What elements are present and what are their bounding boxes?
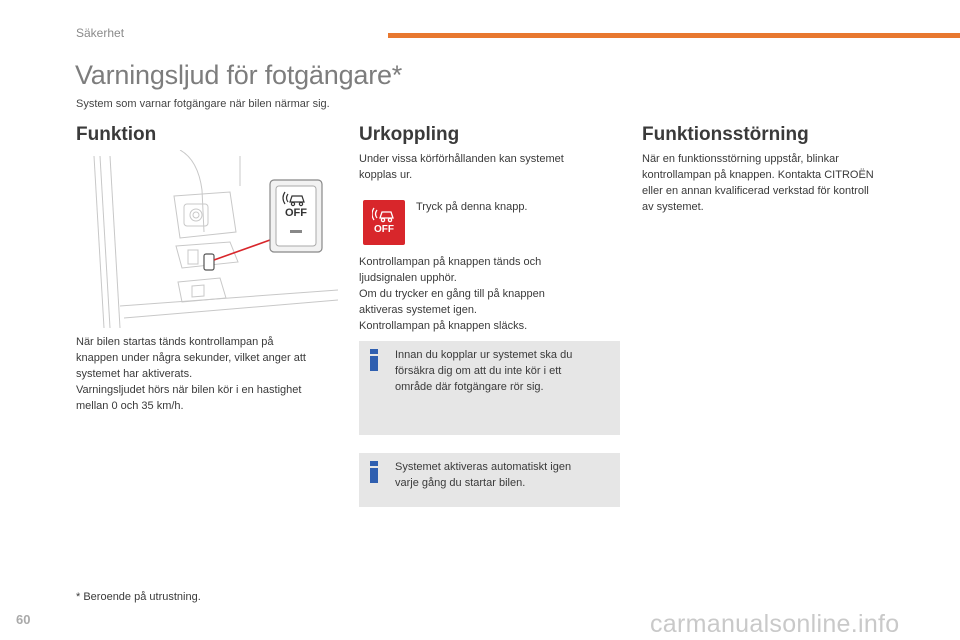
section-label: Säkerhet	[76, 26, 125, 40]
footnote: * Beroende på utrustning.	[76, 591, 201, 603]
info-icon	[370, 349, 378, 367]
heading-funktion: Funktion	[76, 124, 157, 145]
page-title: Varningsljud för fotgängare*	[75, 60, 403, 90]
urkoppling-result: Kontrollampan på knappen tänds och ljudsignalen upphör. Om du trycker en gång till på knappen aktiveras systemet igen. Kontrollampan på knappen släcks.	[359, 256, 545, 332]
page-number: 60	[16, 612, 31, 627]
info-box-auto-reactivation	[359, 453, 620, 507]
dashboard-illustration	[80, 150, 338, 328]
watermark: carmanualsonline.info	[650, 610, 900, 638]
info-box-warning-text: Innan du kopplar ur systemet ska du försäkra dig om att du inte kör i ett område där fotgängare rör sig.	[395, 349, 573, 393]
heading-urkoppling: Urkoppling	[359, 124, 460, 145]
page-subtitle: System som varnar fotgängare när bilen närmar sig.	[76, 98, 330, 110]
info-icon	[370, 461, 378, 479]
off-button-label: OFF	[374, 224, 394, 235]
illustration-off-label: OFF	[285, 207, 307, 219]
pedestrian-warning-off-button	[363, 200, 405, 245]
pedestrian-warning-icon	[372, 206, 396, 224]
urkoppling-intro: Under vissa körförhållanden kan systemet kopplas ur.	[359, 153, 564, 181]
heading-funktionsstorning: Funktionsstörning	[642, 124, 809, 145]
header-accent-bar	[388, 33, 960, 38]
funktionsstorning-text: När en funktionsstörning uppstår, blinkar kontrollampan på knappen. Kontakta CITROËN eller en annan kvalificerad verkstad för kontroll av systemet.	[642, 153, 874, 213]
info-box-auto-reactivation-text: Systemet aktiveras automatiskt igen varje gång du startar bilen.	[395, 461, 572, 489]
info-box-warning	[359, 341, 620, 435]
funktion-text: När bilen startas tänds kontrollampan på knappen under några sekunder, vilket anger att systemet har aktiverats. Varningsljudet hörs när bilen kör i en hastighet mellan 0 och 35 km/h.	[76, 336, 306, 412]
button-caption: Tryck på denna knapp.	[416, 201, 528, 213]
